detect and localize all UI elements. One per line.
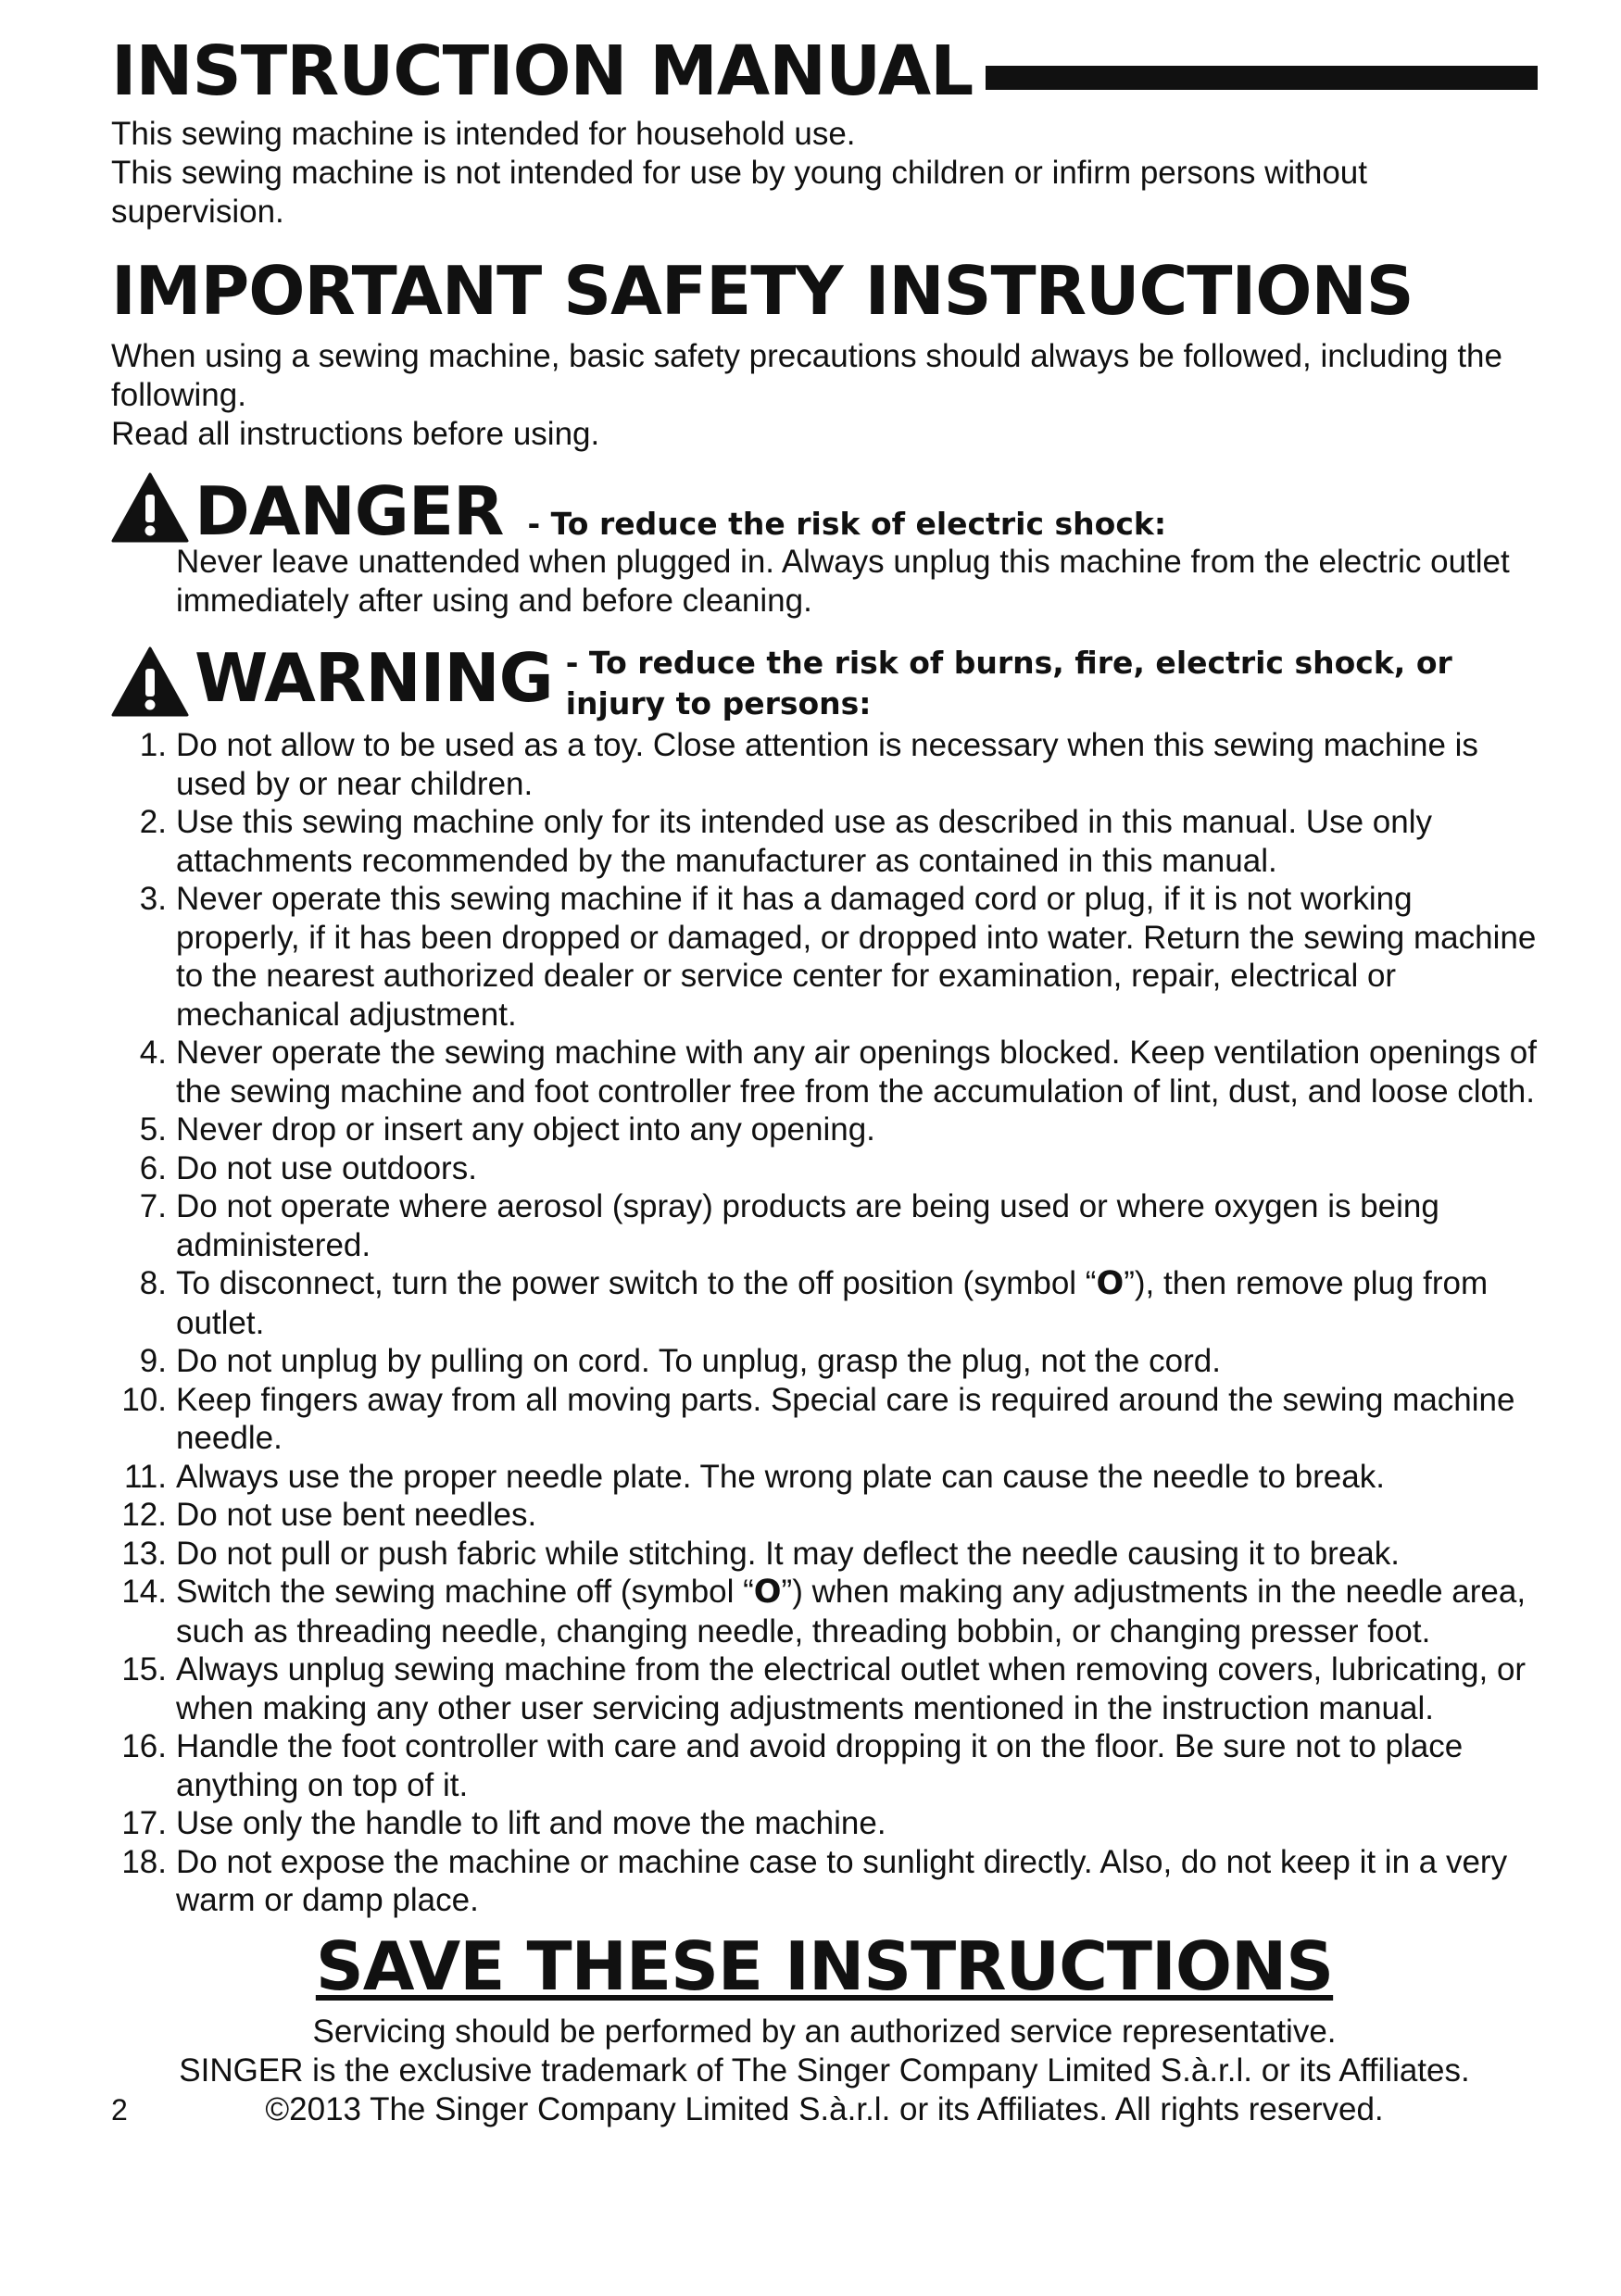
footer-trademark: SINGER is the exclusive trademark of The Singer Company Limited S.à.r.l. or its Affiliates. [179, 2051, 1470, 2089]
rule-text: Handle the foot controller with care and avoid dropping it on the floor. Be sure not to place anything on top of it. [176, 1728, 1464, 1803]
rule-number: 17. [121, 1805, 167, 1841]
warning-subtitle: - To reduce the risk of burns, fire, electric shock, or injury to persons: [565, 645, 1452, 721]
rule-text: Do not use outdoors. [176, 1149, 477, 1186]
safety-rule-item [111, 726, 1538, 803]
rule-number: 8. [139, 1265, 167, 1301]
rule-number: 7. [139, 1188, 167, 1224]
intro-line-2: This sewing machine is not intended for use by young children or infirm persons without supervision. [111, 155, 1367, 230]
page-title [111, 31, 1538, 111]
rule-text: Do not allow to be used as a toy. Close attention is necessary when this sewing machine is used by or near children. [176, 727, 1478, 802]
warning-label: WARNING [195, 639, 553, 717]
rule-text: Always unplug sewing machine from the electrical outlet when removing covers, lubricating, or when making any other user servicing adjustments mentioned in the instruction manual. [176, 1651, 1527, 1726]
danger-label: DANGER [195, 471, 504, 550]
safety-rule-item [111, 1034, 1538, 1110]
safety-rule-item [111, 1573, 1538, 1650]
footer-copyright: ©2013 The Singer Company Limited S.à.r.l. or its Affiliates. All rights reserved. [265, 2090, 1384, 2127]
rule-number: 13. [121, 1535, 167, 1572]
rule-number: 14. [121, 1574, 167, 1610]
safety-rule-item [111, 1535, 1538, 1574]
intro-line-1: This sewing machine is intended for household use. [111, 116, 856, 152]
manual-page [111, 31, 1538, 2129]
rule-text: Do not use bent needles. [176, 1497, 537, 1533]
rule-text: Keep fingers away from all moving parts. Special care is required around the sewing machine needle. [176, 1381, 1515, 1456]
danger-header [111, 471, 1538, 550]
footer-copyright-row [111, 2090, 1538, 2129]
safety-rule-item [111, 1804, 1538, 1843]
safety-rule-item [111, 803, 1538, 880]
rule-text: Never operate the sewing machine with any air openings blocked. Keep ventilation openings of the sewing machine and foot controller free from the accumulation of lint, dust, and loose cloth. [176, 1035, 1537, 1110]
rule-number: 11. [123, 1458, 167, 1495]
warning-header [111, 641, 1538, 724]
safety-rule-item [111, 1843, 1538, 1920]
rule-text: Never operate this sewing machine if it has a damaged cord or plug, if it is not working properly, if it has been dropped or damaged, or dropped into water. Return the sewing machine to the nearest authorized dealer or service center for examination, repair, electrical or mechanical adjustment. [176, 881, 1537, 1033]
safety-rule-item [111, 1264, 1538, 1342]
safety-rule-item [111, 1496, 1538, 1535]
save-instructions-heading: SAVE THESE INSTRUCTIONS [315, 1926, 1334, 2005]
safety-rule-item [111, 1458, 1538, 1497]
safety-intro-line-1: When using a sewing machine, basic safety precautions should always be followed, including the following. [111, 338, 1502, 413]
rule-text: Always use the proper needle plate. The wrong plate can cause the needle to break. [176, 1458, 1385, 1495]
danger-subtitle: - To reduce the risk of electric shock: [527, 506, 1167, 542]
safety-heading: IMPORTANT SAFETY INSTRUCTIONS [111, 252, 1414, 330]
rule-number: 9. [139, 1343, 167, 1379]
rule-text-before: To disconnect, turn the power switch to the off position (symbol “ [176, 1265, 1097, 1301]
power-off-symbol: O [753, 1574, 782, 1611]
rule-text: Do not expose the machine or machine case to sunlight directly. Also, do not keep it in a very warm or damp place. [176, 1843, 1508, 1918]
rule-text [176, 1573, 1538, 1650]
intro-block [111, 115, 1538, 232]
page-number: 2 [111, 2092, 128, 2127]
page-title-text: INSTRUCTION MANUAL [111, 31, 974, 111]
rule-text-before: Switch the sewing machine off (symbol “ [176, 1574, 754, 1610]
rule-number: 12. [121, 1497, 167, 1533]
rule-text: Do not unplug by pulling on cord. To unplug, grasp the plug, not the cord. [176, 1343, 1221, 1379]
power-off-symbol: O [1096, 1265, 1125, 1302]
danger-text: Never leave unattended when plugged in. Always unplug this machine from the electric outlet immediately after using and before cleaning. [176, 544, 1510, 619]
rule-text: Never drop or insert any object into any opening. [176, 1111, 875, 1148]
rule-number: 2. [139, 804, 167, 840]
rule-text-after: ”), then remove plug from outlet. [176, 1265, 1489, 1341]
safety-rule-item [111, 1727, 1538, 1804]
rule-number: 3. [139, 881, 167, 917]
safety-rules-list [111, 726, 1538, 1920]
safety-rule-item [111, 880, 1538, 1034]
rule-text [176, 1264, 1538, 1342]
rule-number: 5. [139, 1111, 167, 1148]
safety-intro [111, 337, 1538, 454]
rule-number: 16. [121, 1728, 167, 1764]
danger-warning-triangle-icon [111, 472, 189, 543]
footer-servicing: Servicing should be performed by an authorized service representative. [312, 2013, 1337, 2050]
rule-number: 10. [121, 1381, 167, 1418]
safety-rule-item [111, 1187, 1538, 1264]
rule-text: Use this sewing machine only for its intended use as described in this manual. Use only attachments recommended by the manufacturer as contained in this manual. [176, 804, 1432, 879]
rule-text-after: ”) when making any adjustments in the needle area, such as threading needle, changing needle, threading bobbin, or changing presser foot. [176, 1574, 1527, 1650]
footer [111, 2013, 1538, 2129]
rule-number: 4. [139, 1035, 167, 1071]
rule-number: 6. [139, 1149, 167, 1186]
safety-rule-item [111, 1381, 1538, 1458]
title-rule [986, 66, 1538, 90]
rule-text: Use only the handle to lift and move the machine. [176, 1805, 886, 1841]
warning-triangle-icon [111, 646, 189, 717]
rule-number: 18. [121, 1843, 167, 1880]
safety-intro-line-2: Read all instructions before using. [111, 416, 600, 452]
safety-rule-item [111, 1110, 1538, 1149]
rule-number: 1. [139, 727, 167, 763]
rule-number: 15. [121, 1651, 167, 1687]
safety-rule-item [111, 1650, 1538, 1727]
rule-text: Do not operate where aerosol (spray) products are being used or where oxygen is being administered. [176, 1188, 1439, 1263]
safety-rule-item [111, 1149, 1538, 1188]
rule-text: Do not pull or push fabric while stitching. It may deflect the needle causing it to break. [176, 1535, 1400, 1572]
safety-rule-item [111, 1342, 1538, 1381]
